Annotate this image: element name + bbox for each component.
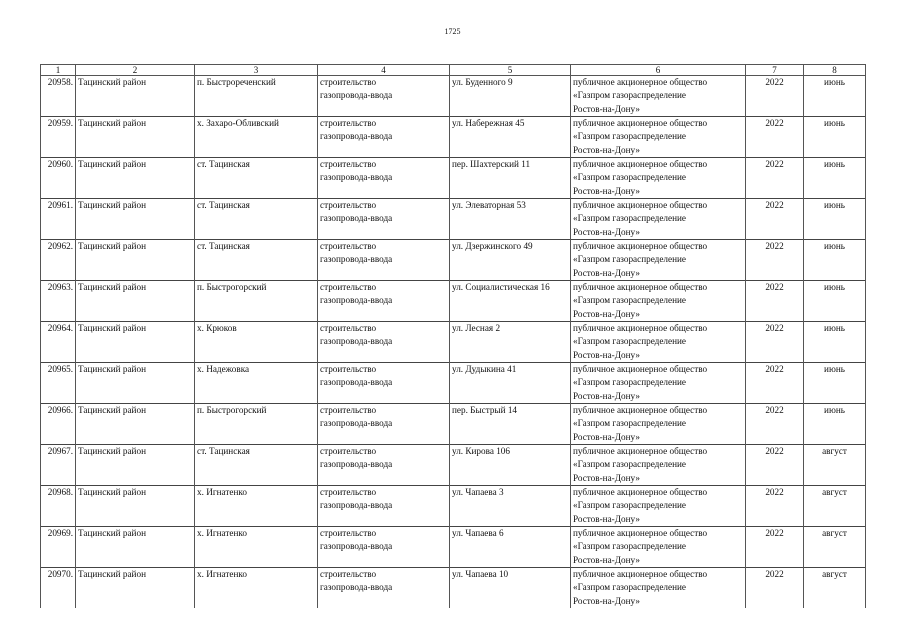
cell-text: 20960. [47,159,73,169]
cell-text: ул. Социалистическая 16 [452,282,550,292]
cell-text: строительство [320,323,377,333]
cell-text: Тацинский район [78,487,146,497]
cell-text: ул. Чапаева 6 [452,528,504,538]
column-header: 6 [571,65,746,76]
cell-text: «Газпром газораспределение [573,459,686,470]
row-number-cell [41,281,76,322]
row-number-cell [41,158,76,199]
cell-text: строительство [320,446,377,456]
cell-text: строительство [320,118,377,128]
settlement-cell [195,363,318,404]
cell-text: ул. Дзержинского 49 [452,241,533,251]
table-row [41,568,866,609]
district-cell [76,117,195,158]
cell-text: строительство [320,241,377,251]
cell-text: газопровода-ввода [320,295,393,306]
row-number-cell [41,240,76,281]
cell-text: Тацинский район [78,77,146,87]
cell-text: 2022 [765,200,784,210]
month-cell [804,363,866,404]
cell-text: строительство [320,405,377,415]
cell-text: газопровода-ввода [320,172,393,183]
month-cell [804,486,866,527]
cell-text: ул. Чапаева 10 [452,569,509,579]
row-number-cell [41,322,76,363]
cell-text: 20966. [47,405,73,415]
district-cell [76,76,195,117]
cell-text: Ростов-на-Дону» [573,144,640,155]
cell-text: публичное акционерное общество [573,487,708,497]
cell-text: 2022 [765,405,784,415]
cell-text: газопровода-ввода [320,377,393,388]
settlement-cell [195,199,318,240]
row-number-cell [41,117,76,158]
organization-cell [571,76,746,117]
cell-text: газопровода-ввода [320,336,393,347]
cell-text: 20968. [47,487,73,497]
work-type-cell [318,158,450,199]
district-cell [76,363,195,404]
district-cell [76,527,195,568]
month-cell [804,117,866,158]
month-cell [804,568,866,609]
cell-text: «Газпром газораспределение [573,254,686,265]
cell-text: 20970. [47,569,73,579]
year-cell [746,117,804,158]
cell-text: «Газпром газораспределение [573,295,686,306]
year-cell [746,486,804,527]
cell-text: публичное акционерное общество [573,405,708,415]
address-cell [450,568,571,609]
cell-text: газопровода-ввода [320,213,393,224]
district-cell [76,445,195,486]
month-cell [804,76,866,117]
cell-text: 2022 [765,282,784,292]
cell-text: «Газпром газораспределение [573,336,686,347]
cell-text: июнь [824,159,845,169]
address-cell [450,445,571,486]
column-header: 5 [450,65,571,76]
year-cell [746,281,804,322]
organization-cell [571,568,746,609]
cell-text: строительство [320,282,377,292]
organization-cell [571,363,746,404]
cell-text: газопровода-ввода [320,459,393,470]
page-number: 1725 [444,27,461,36]
organization-cell [571,445,746,486]
cell-text: Ростов-на-Дону» [573,472,640,483]
cell-text: «Газпром газораспределение [573,172,686,183]
cell-text: Ростов-на-Дону» [573,267,640,278]
organization-cell [571,281,746,322]
row-number-cell [41,363,76,404]
cell-text: Тацинский район [78,569,146,579]
year-cell [746,158,804,199]
cell-text: Ростов-на-Дону» [573,390,640,401]
address-cell [450,158,571,199]
cell-text: Тацинский район [78,200,146,210]
cell-text: 2022 [765,569,784,579]
cell-text: ул. Дудыкина 41 [452,364,517,374]
cell-text: Ростов-на-Дону» [573,308,640,319]
district-cell [76,199,195,240]
settlement-cell [195,240,318,281]
cell-text: публичное акционерное общество [573,364,708,374]
cell-text: 2022 [765,364,784,374]
work-type-cell [318,404,450,445]
settlement-cell [195,76,318,117]
organization-cell [571,404,746,445]
cell-text: ул. Лесная 2 [452,323,501,333]
cell-text: х. Игнатенко [197,528,247,538]
year-cell [746,240,804,281]
cell-text: 20961. [47,200,73,210]
column-header: 2 [76,65,195,76]
cell-text: Ростов-на-Дону» [573,103,640,114]
cell-text: газопровода-ввода [320,254,393,265]
column-header: 3 [195,65,318,76]
month-cell [804,281,866,322]
cell-text: строительство [320,77,377,87]
address-cell [450,117,571,158]
cell-text: строительство [320,569,377,579]
cell-text: п. Быстрогорский [197,405,267,415]
cell-text: публичное акционерное общество [573,118,708,128]
cell-text: публичное акционерное общество [573,528,708,538]
cell-text: Ростов-на-Дону» [573,349,640,360]
cell-text: публичное акционерное общество [573,446,708,456]
month-cell [804,404,866,445]
address-cell [450,76,571,117]
work-type-cell [318,281,450,322]
settlement-cell [195,404,318,445]
cell-text: 2022 [765,487,784,497]
cell-text: Ростов-на-Дону» [573,554,640,565]
row-number-cell [41,527,76,568]
cell-text: пер. Шахтерский 11 [452,159,531,169]
cell-text: п. Быстрореченский [197,77,276,87]
cell-text: Тацинский район [78,241,146,251]
district-cell [76,322,195,363]
row-number-cell [41,445,76,486]
work-type-cell [318,240,450,281]
work-type-cell [318,117,450,158]
work-type-cell [318,76,450,117]
address-cell [450,527,571,568]
column-header: 1 [41,65,76,76]
cell-text: 2022 [765,528,784,538]
table-row [41,486,866,527]
cell-text: ст. Тацинская [197,200,250,210]
row-number-cell [41,404,76,445]
column-number-row [41,65,866,76]
table-row [41,445,866,486]
month-cell [804,445,866,486]
cell-text: х. Игнатенко [197,487,247,497]
cell-text: газопровода-ввода [320,90,393,101]
cell-text: август [822,446,847,456]
cell-text: 20959. [47,118,73,128]
cell-text: июнь [824,200,845,210]
cell-text: Ростов-на-Дону» [573,226,640,237]
cell-text: Ростов-на-Дону» [573,431,640,442]
cell-text: публичное акционерное общество [573,159,708,169]
organization-cell [571,322,746,363]
cell-text: август [822,528,847,538]
cell-text: Тацинский район [78,118,146,128]
cell-text: строительство [320,487,377,497]
cell-text: Тацинский район [78,282,146,292]
work-type-cell [318,445,450,486]
cell-text: июнь [824,364,845,374]
organization-cell [571,117,746,158]
cell-text: х. Игнатенко [197,569,247,579]
row-number-cell [41,76,76,117]
cell-text: 2022 [765,118,784,128]
settlement-cell [195,322,318,363]
work-type-cell [318,199,450,240]
cell-text: публичное акционерное общество [573,569,708,579]
year-cell [746,445,804,486]
cell-text: «Газпром газораспределение [573,213,686,224]
cell-text: газопровода-ввода [320,418,393,429]
settlement-cell [195,486,318,527]
cell-text: Тацинский район [78,528,146,538]
table-row [41,404,866,445]
cell-text: газопровода-ввода [320,500,393,511]
cell-text: «Газпром газораспределение [573,131,686,142]
work-type-cell [318,527,450,568]
year-cell [746,76,804,117]
cell-text: газопровода-ввода [320,582,393,593]
cell-text: строительство [320,364,377,374]
cell-text: «Газпром газораспределение [573,377,686,388]
cell-text: х. Крюков [197,323,237,333]
cell-text: 20967. [47,446,73,456]
cell-text: строительство [320,528,377,538]
cell-text: 20964. [47,323,73,333]
cell-text: июнь [824,282,845,292]
cell-text: публичное акционерное общество [573,282,708,292]
cell-text: 20958. [47,77,73,87]
row-number-cell [41,199,76,240]
settlement-cell [195,117,318,158]
cell-text: п. Быстрогорский [197,282,267,292]
cell-text: ст. Тацинская [197,159,250,169]
cell-text: Ростов-на-Дону» [573,595,640,606]
cell-text: Тацинский район [78,364,146,374]
table-row [41,527,866,568]
cell-text: 2022 [765,241,784,251]
cell-text: Ростов-на-Дону» [573,185,640,196]
cell-text: 20965. [47,364,73,374]
settlement-cell [195,158,318,199]
cell-text: Ростов-на-Дону» [573,513,640,524]
table-row [41,240,866,281]
work-type-cell [318,322,450,363]
year-cell [746,363,804,404]
address-cell [450,240,571,281]
cell-text: Тацинский район [78,405,146,415]
settlement-cell [195,568,318,609]
district-cell [76,158,195,199]
cell-text: «Газпром газораспределение [573,90,686,101]
cell-text: ст. Тацинская [197,241,250,251]
cell-text: строительство [320,159,377,169]
address-cell [450,199,571,240]
district-cell [76,568,195,609]
cell-text: 2022 [765,446,784,456]
organization-cell [571,158,746,199]
cell-text: публичное акционерное общество [573,77,708,87]
address-cell [450,322,571,363]
year-cell [746,199,804,240]
cell-text: публичное акционерное общество [573,200,708,210]
address-cell [450,486,571,527]
month-cell [804,158,866,199]
cell-text: июнь [824,118,845,128]
table-row [41,117,866,158]
table-row [41,322,866,363]
cell-text: ул. Набережная 45 [452,118,525,128]
organization-cell [571,527,746,568]
year-cell [746,527,804,568]
cell-text: публичное акционерное общество [573,323,708,333]
cell-text: ул. Буденного 9 [452,77,513,87]
cell-text: публичное акционерное общество [573,241,708,251]
cell-text: август [822,487,847,497]
cell-text: 2022 [765,323,784,333]
table-row [41,281,866,322]
cell-text: ул. Чапаева 3 [452,487,504,497]
cell-text: газопровода-ввода [320,131,393,142]
cell-text: «Газпром газораспределение [573,500,686,511]
table-row [41,158,866,199]
year-cell [746,568,804,609]
cell-text: «Газпром газораспределение [573,541,686,552]
cell-text: «Газпром газораспределение [573,582,686,593]
cell-text: газопровода-ввода [320,541,393,552]
month-cell [804,322,866,363]
cell-text: ул. Кирова 106 [452,446,510,456]
cell-text: 2022 [765,159,784,169]
district-cell [76,240,195,281]
cell-text: строительство [320,200,377,210]
settlement-cell [195,281,318,322]
district-cell [76,404,195,445]
cell-text: пер. Быстрый 14 [452,405,518,415]
address-cell [450,404,571,445]
cell-text: июнь [824,241,845,251]
year-cell [746,404,804,445]
cell-text: ул. Элеваторная 53 [452,200,526,210]
organization-cell [571,199,746,240]
cell-text: «Газпром газораспределение [573,418,686,429]
cell-text: 20962. [47,241,73,251]
cell-text: 20963. [47,282,73,292]
table-row [41,199,866,240]
cell-text: август [822,569,847,579]
cell-text: июнь [824,405,845,415]
cell-text: 2022 [765,77,784,87]
column-header: 8 [804,65,866,76]
cell-text: ст. Тацинская [197,446,250,456]
cell-text: х. Захаро-Обливский [197,118,279,128]
district-cell [76,281,195,322]
organization-cell [571,240,746,281]
settlement-cell [195,445,318,486]
organization-cell [571,486,746,527]
row-number-cell [41,568,76,609]
column-header: 4 [318,65,450,76]
cell-text: х. Надежовка [197,364,250,374]
month-cell [804,240,866,281]
address-cell [450,363,571,404]
table-row [41,363,866,404]
work-type-cell [318,486,450,527]
cell-text: Тацинский район [78,159,146,169]
work-type-cell [318,363,450,404]
month-cell [804,527,866,568]
cell-text: июнь [824,323,845,333]
cell-text: Тацинский район [78,323,146,333]
schedule-table [40,64,866,608]
column-header: 7 [746,65,804,76]
month-cell [804,199,866,240]
work-type-cell [318,568,450,609]
row-number-cell [41,486,76,527]
cell-text: июнь [824,77,845,87]
cell-text: Тацинский район [78,446,146,456]
year-cell [746,322,804,363]
table-row [41,76,866,117]
settlement-cell [195,527,318,568]
district-cell [76,486,195,527]
cell-text: 20969. [47,528,73,538]
address-cell [450,281,571,322]
